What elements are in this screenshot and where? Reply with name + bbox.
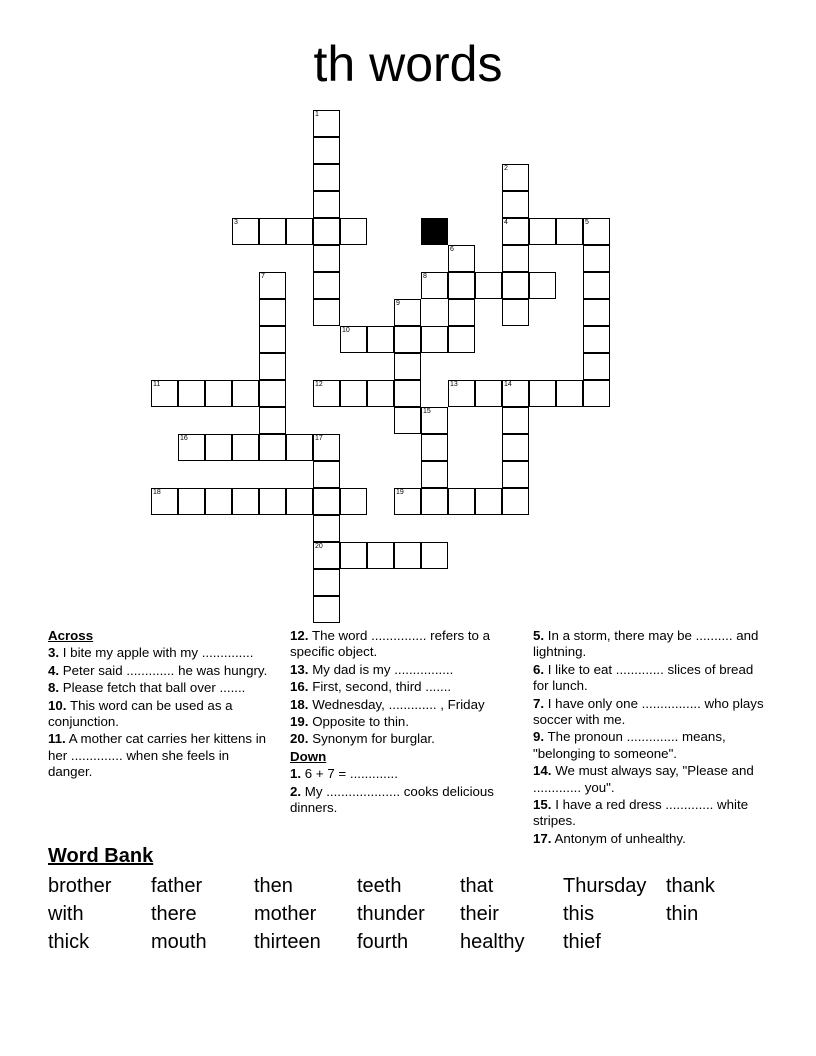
- word-bank-word: thick: [48, 931, 90, 953]
- grid-cell[interactable]: [421, 272, 448, 299]
- clue: [48, 645, 276, 661]
- clue-label: 17.: [533, 830, 552, 846]
- grid-cell[interactable]: [232, 218, 259, 245]
- clue: [533, 628, 768, 661]
- grid-cell[interactable]: [583, 218, 610, 245]
- clue: [290, 731, 518, 747]
- grid-cell[interactable]: [448, 380, 475, 407]
- clue: [290, 784, 518, 817]
- clue-number: 4: [504, 219, 508, 226]
- grid-cell[interactable]: [502, 218, 529, 245]
- clue: [533, 831, 768, 847]
- word-bank-word: mouth: [151, 931, 207, 953]
- grid-cell[interactable]: [286, 434, 313, 461]
- word-bank-word: thank: [666, 875, 715, 897]
- grid-cell[interactable]: [232, 380, 259, 407]
- clue-number: 13: [450, 381, 458, 388]
- grid-cell[interactable]: [313, 542, 340, 569]
- clue-number: 2: [504, 165, 508, 172]
- grid-cell[interactable]: [448, 245, 475, 272]
- word-bank-word: thief: [563, 931, 601, 953]
- clue-text: Please fetch that ball over .......: [59, 680, 246, 696]
- clue-number: 15: [423, 408, 431, 415]
- clue-number: 10: [342, 327, 350, 334]
- clue-number: 17: [315, 435, 323, 442]
- grid-cell[interactable]: [448, 272, 475, 299]
- clue-label: 6.: [533, 661, 545, 677]
- clue-number: 8: [423, 273, 427, 280]
- word-bank-word: teeth: [357, 875, 402, 897]
- clue-label: 13.: [290, 661, 309, 677]
- grid-cell[interactable]: [178, 434, 205, 461]
- clue-text: I have a red dress ............. white stripes.: [533, 797, 749, 829]
- clue: [48, 680, 276, 696]
- clue-number: 6: [450, 246, 454, 253]
- grid-cell[interactable]: [313, 218, 340, 245]
- grid-cell[interactable]: [583, 272, 610, 299]
- clue-number: 20: [315, 543, 323, 550]
- clue: [290, 679, 518, 695]
- clue-text: This word can be used as a conjunction.: [48, 697, 233, 730]
- down-heading: Down: [290, 748, 327, 764]
- clue-label: 4.: [48, 662, 60, 678]
- word-bank-word: thin: [666, 903, 699, 925]
- word-bank-word: thunder: [357, 903, 425, 925]
- clue-number: 16: [180, 435, 188, 442]
- clue-label: 9.: [533, 729, 545, 745]
- grid-cell[interactable]: [313, 569, 340, 596]
- grid-cell[interactable]: [529, 380, 556, 407]
- grid-cell[interactable]: [394, 326, 421, 353]
- grid-cell[interactable]: [286, 218, 313, 245]
- clue-number: 19: [396, 489, 404, 496]
- word-bank-word: this: [563, 903, 595, 925]
- grid-cell[interactable]: [340, 542, 367, 569]
- clue: [533, 662, 768, 695]
- clue: [48, 731, 276, 780]
- grid-cell[interactable]: [421, 326, 448, 353]
- grid-cell[interactable]: [502, 461, 529, 488]
- word-bank-word: there: [151, 903, 197, 925]
- clue-text: Peter said ............. he was hungry.: [59, 662, 268, 678]
- page-title: th words: [313, 36, 503, 92]
- clue-number: 3: [234, 219, 238, 226]
- black-cell: [421, 218, 448, 245]
- grid-cell[interactable]: [178, 488, 205, 515]
- grid-cell[interactable]: [448, 299, 475, 326]
- clue: [533, 729, 768, 762]
- grid-cell[interactable]: [502, 380, 529, 407]
- across-heading: Across: [48, 628, 94, 643]
- clue-number: 9: [396, 300, 400, 307]
- grid-cell[interactable]: [313, 245, 340, 272]
- grid-cell[interactable]: [313, 191, 340, 218]
- grid-cell[interactable]: [259, 434, 286, 461]
- grid-cell[interactable]: [286, 488, 313, 515]
- grid-cell[interactable]: [259, 299, 286, 326]
- clue-number: 18: [153, 489, 161, 496]
- clue-label: 16.: [290, 679, 309, 695]
- word-bank-word: Thursday: [563, 875, 647, 897]
- grid-cell[interactable]: [583, 353, 610, 380]
- clue: [290, 662, 518, 678]
- grid-cell[interactable]: [232, 488, 259, 515]
- grid-cell[interactable]: [502, 164, 529, 191]
- grid-cell[interactable]: [259, 326, 286, 353]
- grid-cell[interactable]: [394, 353, 421, 380]
- clue-label: 3.: [48, 645, 60, 661]
- grid-cell[interactable]: [556, 380, 583, 407]
- word-bank-word: fourth: [357, 931, 409, 953]
- grid-cell[interactable]: [367, 542, 394, 569]
- grid-cell[interactable]: [448, 488, 475, 515]
- clue-label: 7.: [533, 695, 545, 711]
- grid-cell[interactable]: [151, 380, 178, 407]
- grid-cell[interactable]: [394, 542, 421, 569]
- grid-cell[interactable]: [340, 380, 367, 407]
- grid-cell[interactable]: [340, 488, 367, 515]
- grid-cell[interactable]: [421, 434, 448, 461]
- clue: [290, 766, 518, 782]
- clue-text: Antonym of unhealthy.: [551, 830, 686, 846]
- clue-label: 18.: [290, 696, 309, 712]
- clue-label: 14.: [533, 763, 552, 779]
- clue-text: A mother cat carries her kittens in her .............. when she feels in danger.: [48, 731, 267, 780]
- clue: [533, 763, 768, 796]
- clue-number: 11: [153, 381, 161, 388]
- grid-cell[interactable]: [259, 353, 286, 380]
- grid-cell[interactable]: [421, 488, 448, 515]
- grid-cell[interactable]: [583, 326, 610, 353]
- grid-cell[interactable]: [313, 272, 340, 299]
- grid-cell[interactable]: [313, 137, 340, 164]
- word-bank-word: their: [460, 903, 499, 925]
- clue-text: I have only one ................ who plays soccer with me.: [533, 695, 764, 728]
- grid-cell[interactable]: [151, 488, 178, 515]
- word-bank-word: father: [151, 875, 203, 897]
- grid-cell[interactable]: [556, 218, 583, 245]
- grid-cell[interactable]: [502, 272, 529, 299]
- clue: [48, 698, 276, 731]
- clue-number: 14: [504, 381, 512, 388]
- grid-cell[interactable]: [394, 488, 421, 515]
- clue-text: Wednesday, ............. , Friday: [308, 696, 485, 712]
- grid-cell[interactable]: [313, 434, 340, 461]
- grid-cell[interactable]: [313, 299, 340, 326]
- clue-label: 11.: [48, 731, 66, 747]
- word-bank-title: Word Bank: [48, 845, 154, 867]
- grid-cell[interactable]: [502, 299, 529, 326]
- grid-cell[interactable]: [313, 596, 340, 623]
- grid-cell[interactable]: [259, 272, 286, 299]
- grid-cell[interactable]: [205, 434, 232, 461]
- word-bank-word: with: [48, 903, 84, 925]
- clues-column-2: [290, 628, 518, 817]
- clue-number: 7: [261, 273, 265, 280]
- clue-text: 6 + 7 = .............: [301, 766, 398, 782]
- grid-cell[interactable]: [421, 407, 448, 434]
- grid-cell[interactable]: [421, 461, 448, 488]
- clue-number: 5: [585, 219, 589, 226]
- grid-cell[interactable]: [232, 434, 259, 461]
- clue-text: In a storm, there may be .......... and lightning.: [533, 628, 759, 660]
- word-bank-word: thirteen: [254, 931, 321, 953]
- grid-cell[interactable]: [367, 326, 394, 353]
- grid-cell[interactable]: [502, 407, 529, 434]
- clue-number: 12: [315, 381, 323, 388]
- grid-cell[interactable]: [340, 326, 367, 353]
- clue-label: 2.: [290, 783, 302, 799]
- grid-cell[interactable]: [583, 245, 610, 272]
- grid-cell[interactable]: [583, 299, 610, 326]
- grid-cell[interactable]: [529, 272, 556, 299]
- grid-cell[interactable]: [340, 218, 367, 245]
- grid-cell[interactable]: [502, 488, 529, 515]
- grid-cell[interactable]: [583, 380, 610, 407]
- grid-cell[interactable]: [502, 191, 529, 218]
- grid-cell[interactable]: [259, 218, 286, 245]
- grid-cell[interactable]: [502, 434, 529, 461]
- clue-text: My dad is my ................: [308, 661, 454, 677]
- grid-cell[interactable]: [313, 110, 340, 137]
- clue-text: We must always say, "Please and ............. you".: [533, 763, 754, 795]
- clue-number: 1: [315, 111, 319, 118]
- clue-text: Synonym for burglar.: [308, 731, 435, 747]
- clue-label: 10.: [48, 697, 67, 713]
- grid-cell[interactable]: [502, 245, 529, 272]
- grid-cell[interactable]: [529, 218, 556, 245]
- clue-text: Opposite to thin.: [308, 714, 410, 730]
- clue: [290, 714, 518, 730]
- word-bank-word: brother: [48, 875, 112, 897]
- grid-cell[interactable]: [313, 515, 340, 542]
- clue-label: 8.: [48, 680, 60, 696]
- grid-cell[interactable]: [475, 380, 502, 407]
- clue-label: 15.: [533, 797, 552, 813]
- grid-cell[interactable]: [178, 380, 205, 407]
- grid-cell[interactable]: [475, 488, 502, 515]
- grid-cell[interactable]: [421, 542, 448, 569]
- clue: [290, 697, 518, 713]
- clue: [533, 797, 768, 830]
- clue: [290, 628, 518, 661]
- grid-cell[interactable]: [205, 488, 232, 515]
- word-bank-word: then: [254, 875, 293, 897]
- clue-label: 12.: [290, 628, 309, 643]
- grid-cell[interactable]: [394, 380, 421, 407]
- word-bank-word: healthy: [460, 931, 525, 953]
- word-bank-word: that: [460, 875, 494, 897]
- grid-cell[interactable]: [259, 407, 286, 434]
- clue-text: I bite my apple with my ..............: [59, 645, 254, 661]
- grid-cell[interactable]: [259, 380, 286, 407]
- clue-text: I like to eat ............. slices of bread for lunch.: [533, 661, 754, 694]
- clue: [48, 663, 276, 679]
- grid-cell[interactable]: [313, 488, 340, 515]
- grid-cell[interactable]: [313, 461, 340, 488]
- clue-label: 20.: [290, 731, 309, 747]
- grid-cell[interactable]: [259, 488, 286, 515]
- grid-cell[interactable]: [394, 407, 421, 434]
- clue-text: My .................... cooks delicious dinners.: [290, 783, 494, 816]
- clue-label: 5.: [533, 628, 545, 643]
- grid-cell[interactable]: [475, 272, 502, 299]
- grid-cell[interactable]: [313, 380, 340, 407]
- grid-cell[interactable]: [313, 164, 340, 191]
- grid-cell[interactable]: [394, 299, 421, 326]
- clue-text: First, second, third .......: [308, 679, 452, 695]
- grid-cell[interactable]: [448, 326, 475, 353]
- clues-column-3: [533, 628, 768, 848]
- clues-column-1: [48, 628, 276, 782]
- clue: [533, 696, 768, 729]
- grid-cell[interactable]: [367, 380, 394, 407]
- clue-label: 1.: [290, 766, 302, 782]
- grid-cell[interactable]: [205, 380, 232, 407]
- clue-text: The pronoun .............. means, "belonging to someone".: [533, 729, 726, 761]
- word-bank-word: mother: [254, 903, 317, 925]
- clue-label: 19.: [290, 714, 309, 730]
- clue-text: The word ............... refers to a specific object.: [290, 628, 491, 660]
